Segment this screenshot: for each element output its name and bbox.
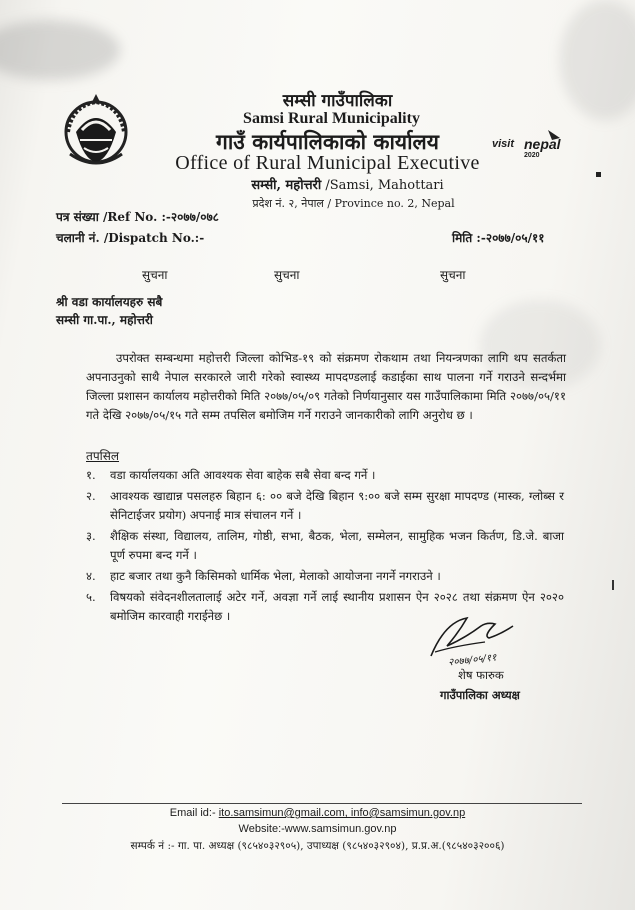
date-label: मिति :-: [452, 231, 486, 245]
signatory-title: गाउँपालिका अध्यक्ष: [440, 688, 520, 702]
email-label: Email id:-: [169, 807, 219, 819]
address-line: [30, 175, 635, 193]
dispatch-label: चलानी नं. /Dispatch No.:-: [56, 231, 205, 245]
date-line: [452, 229, 545, 246]
notice-header: सुचना: [440, 268, 466, 282]
office-name-nepali: गाउँ कार्यपालिकाको कार्यालय: [216, 129, 439, 154]
visit-year: 2020: [524, 152, 540, 159]
visit-nepal-logo: [492, 128, 572, 164]
ref-line: [56, 208, 219, 225]
province-english: / Province no. 2, Nepal: [327, 197, 455, 210]
footer-contact: सम्पर्क नं :- गा. पा. अध्यक्ष (९८५४०३२९०५), उपाध्यक्ष (९८५४०३२९०४), प्र.प्र.अ.(९८५४०३२००६): [130, 840, 505, 852]
email-links[interactable]: ito.samsimun@gmail.com, info@samsimun.gov.np: [218, 807, 466, 819]
ref-label: पत्र संख्या /Ref No. :-: [56, 210, 171, 224]
notice-header: सुचना: [142, 268, 168, 282]
address-english: /Samsi, Mahottari: [325, 178, 444, 193]
footer-email: [0, 807, 635, 819]
recipient-line-1: श्री वडा कार्यालयहरु सबै: [56, 295, 163, 309]
address-nepali: सम्सी, महोत्तरी: [251, 178, 322, 193]
signature-date: २०७७/०५/११: [447, 652, 497, 669]
footer-website: Website:-www.samsimun.gov.np: [238, 823, 397, 835]
nepal-text: nepal: [524, 136, 561, 152]
body-paragraph: उपरोक्त सम्बन्धमा महोत्तरी जिल्ला कोभिड-१९ को संक्रमण रोकथाम तथा नियन्त्रणका लागि थप सतर्कता अपनाउनुको साथै नेपाल सरकारले जारी गरेको स्वास्थ्य मापदण्डलाई कडाईका साथ पालना गर्ने गराउने सन्दर्भमा जिल्ला प्रशासन कार्यालय महोत्तरीको मिति २०७७/०५/०९ गतेको निर्णयानुसार यस गाउँपालिकामा मिति २०७७/०५/११ गते देखि २०७७/०५/१५ गते सम्म तपसिल बमोजिम गर्ने गराउने जानकारीको लागि अनुरोध छ ।: [86, 351, 566, 422]
scan-dot: [596, 172, 601, 177]
list-item: ४. हाट बजार तथा कुनै किसिमको धार्मिक भेला, मेलाको आयोजना नगर्ने नगराउने ।: [86, 569, 441, 583]
recipient-line-2: सम्सी गा.पा., महोत्तरी: [56, 313, 153, 327]
scan-mark: [612, 580, 614, 590]
visit-text: visit: [492, 138, 515, 150]
notice-header: सुचना: [274, 268, 300, 282]
scan-smudge: [0, 20, 120, 80]
date-value: २०७७/०५/११: [485, 231, 545, 245]
list-item: १. वडा कार्यालयका अति आवश्यक सेवा बाहेक सबै सेवा बन्द गर्ने ।: [86, 468, 376, 482]
municipality-name-english: Samsi Rural Municipality: [243, 110, 420, 127]
signatory-name: शेष फारुक: [458, 668, 504, 682]
municipality-name-nepali: सम्सी गाउँपालिका: [282, 91, 393, 111]
province-nepali: प्रदेश नं. २, नेपाल: [252, 197, 324, 210]
ref-value: २०७७/०७८: [170, 210, 219, 224]
list-item: २. आवश्यक खाद्यान्न पसलहरु बिहान ६: ०० बजे देखि बिहान ९:०० बजे सम्म सुरक्षा मापदण्ड (मास्क, ग्लोब्स र सेनिटाईजर प्रयोग) अपनाई मात्र संचालन गर्ने ।: [86, 489, 564, 522]
list-title: तपसिल: [86, 449, 120, 463]
list-item: ५. विषयको संवेदनशीलतालाई अटेर गर्ने, अवज्ञा गर्ने लाई स्थानीय प्रशासन ऐन २०२८ तथा संक्रमण ऐन २०२० बमोजिम कारवाही गराईनेछ ।: [86, 590, 564, 623]
office-name-english: Office of Rural Municipal Executive: [175, 152, 480, 174]
directive-list: [86, 466, 564, 628]
list-item: ३. शैक्षिक संस्था, विद्यालय, तालिम, गोष्ठी, सभा, बैठक, भेला, सम्मेलन, सामुहिक भजन किर्तण, डि.जे. बाजा पूर्ण रुपमा बन्द गर्ने ।: [86, 529, 564, 562]
footer-divider: [62, 803, 582, 804]
